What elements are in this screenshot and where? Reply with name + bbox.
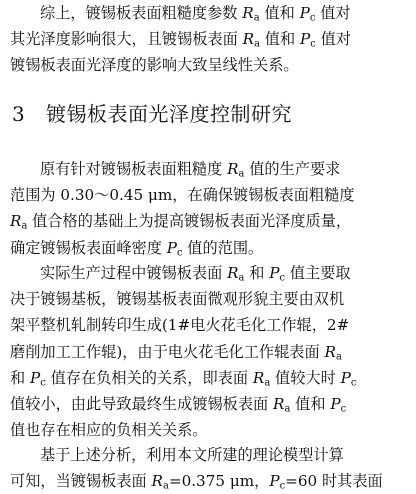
text-line: 镀锡板表面光泽度的影响大致呈线性关系。 bbox=[10, 56, 299, 75]
section-number: 3 bbox=[12, 102, 26, 126]
paragraph-roughness-range bbox=[10, 156, 402, 261]
text-line: 和 $P_c$ 值存在负相关的关系，即表面 $R_a$ 值较大时 $P_c$ bbox=[10, 368, 357, 389]
text-line: 原有针对镀锡板表面粗糙度 $R_a$ 值的生产要求 bbox=[40, 160, 341, 180]
text-line: 决于镀锡基板，镀锡基板表面微观形貌主要由双机 bbox=[10, 290, 345, 309]
text-line: 基于上述分析，利用本文所建的理论模型计算 bbox=[40, 446, 344, 464]
text-line: 其光泽度影响很大，且镀锡板表面 $R_a$ 值和 $P_c$ 值对 bbox=[10, 30, 351, 50]
text-line: 值较小，由此导致最终生成镀锡板表面 $R_a$ 值和 $P_c$ bbox=[10, 394, 347, 415]
paragraph-production bbox=[10, 260, 402, 443]
section-title: 镀锡板表面光泽度控制研究 bbox=[46, 102, 292, 126]
section-heading bbox=[12, 98, 292, 127]
text-line: 范围为 0.30～0.45 μm，在确保镀锡板表面粗糙度 bbox=[10, 186, 355, 205]
text-line: 实际生产过程中镀锡板表面 $R_a$ 和 $P_c$ 值主要取 bbox=[40, 264, 351, 284]
text-line: $R_a$ 值合格的基础上为提高镀锡板表面光泽度质量， bbox=[10, 212, 352, 232]
paragraph-summary bbox=[10, 0, 402, 79]
text-line: 值也存在相应的负相关关系。 bbox=[10, 421, 208, 440]
text-line: 确定镀锡板表面峰密度 $P_c$ 值的范围。 bbox=[10, 238, 264, 259]
text-line: 可知，当镀锡板表面 $R_a=0.375$ μm，$P_c=60$ 时其表面 bbox=[10, 472, 383, 492]
text-line: 综上，镀锡板表面粗糙度参数 $R_a$ 值和 $P_c$ 值对 bbox=[40, 4, 351, 24]
text-line: 磨削加工工作辊)，由于电火花毛化工作辊表面 $R_a$ bbox=[10, 342, 342, 363]
text-line: 架平整机轧制转印生成(1#电火花毛化工作辊，2# bbox=[10, 316, 350, 335]
paragraph-analysis bbox=[10, 442, 402, 494]
